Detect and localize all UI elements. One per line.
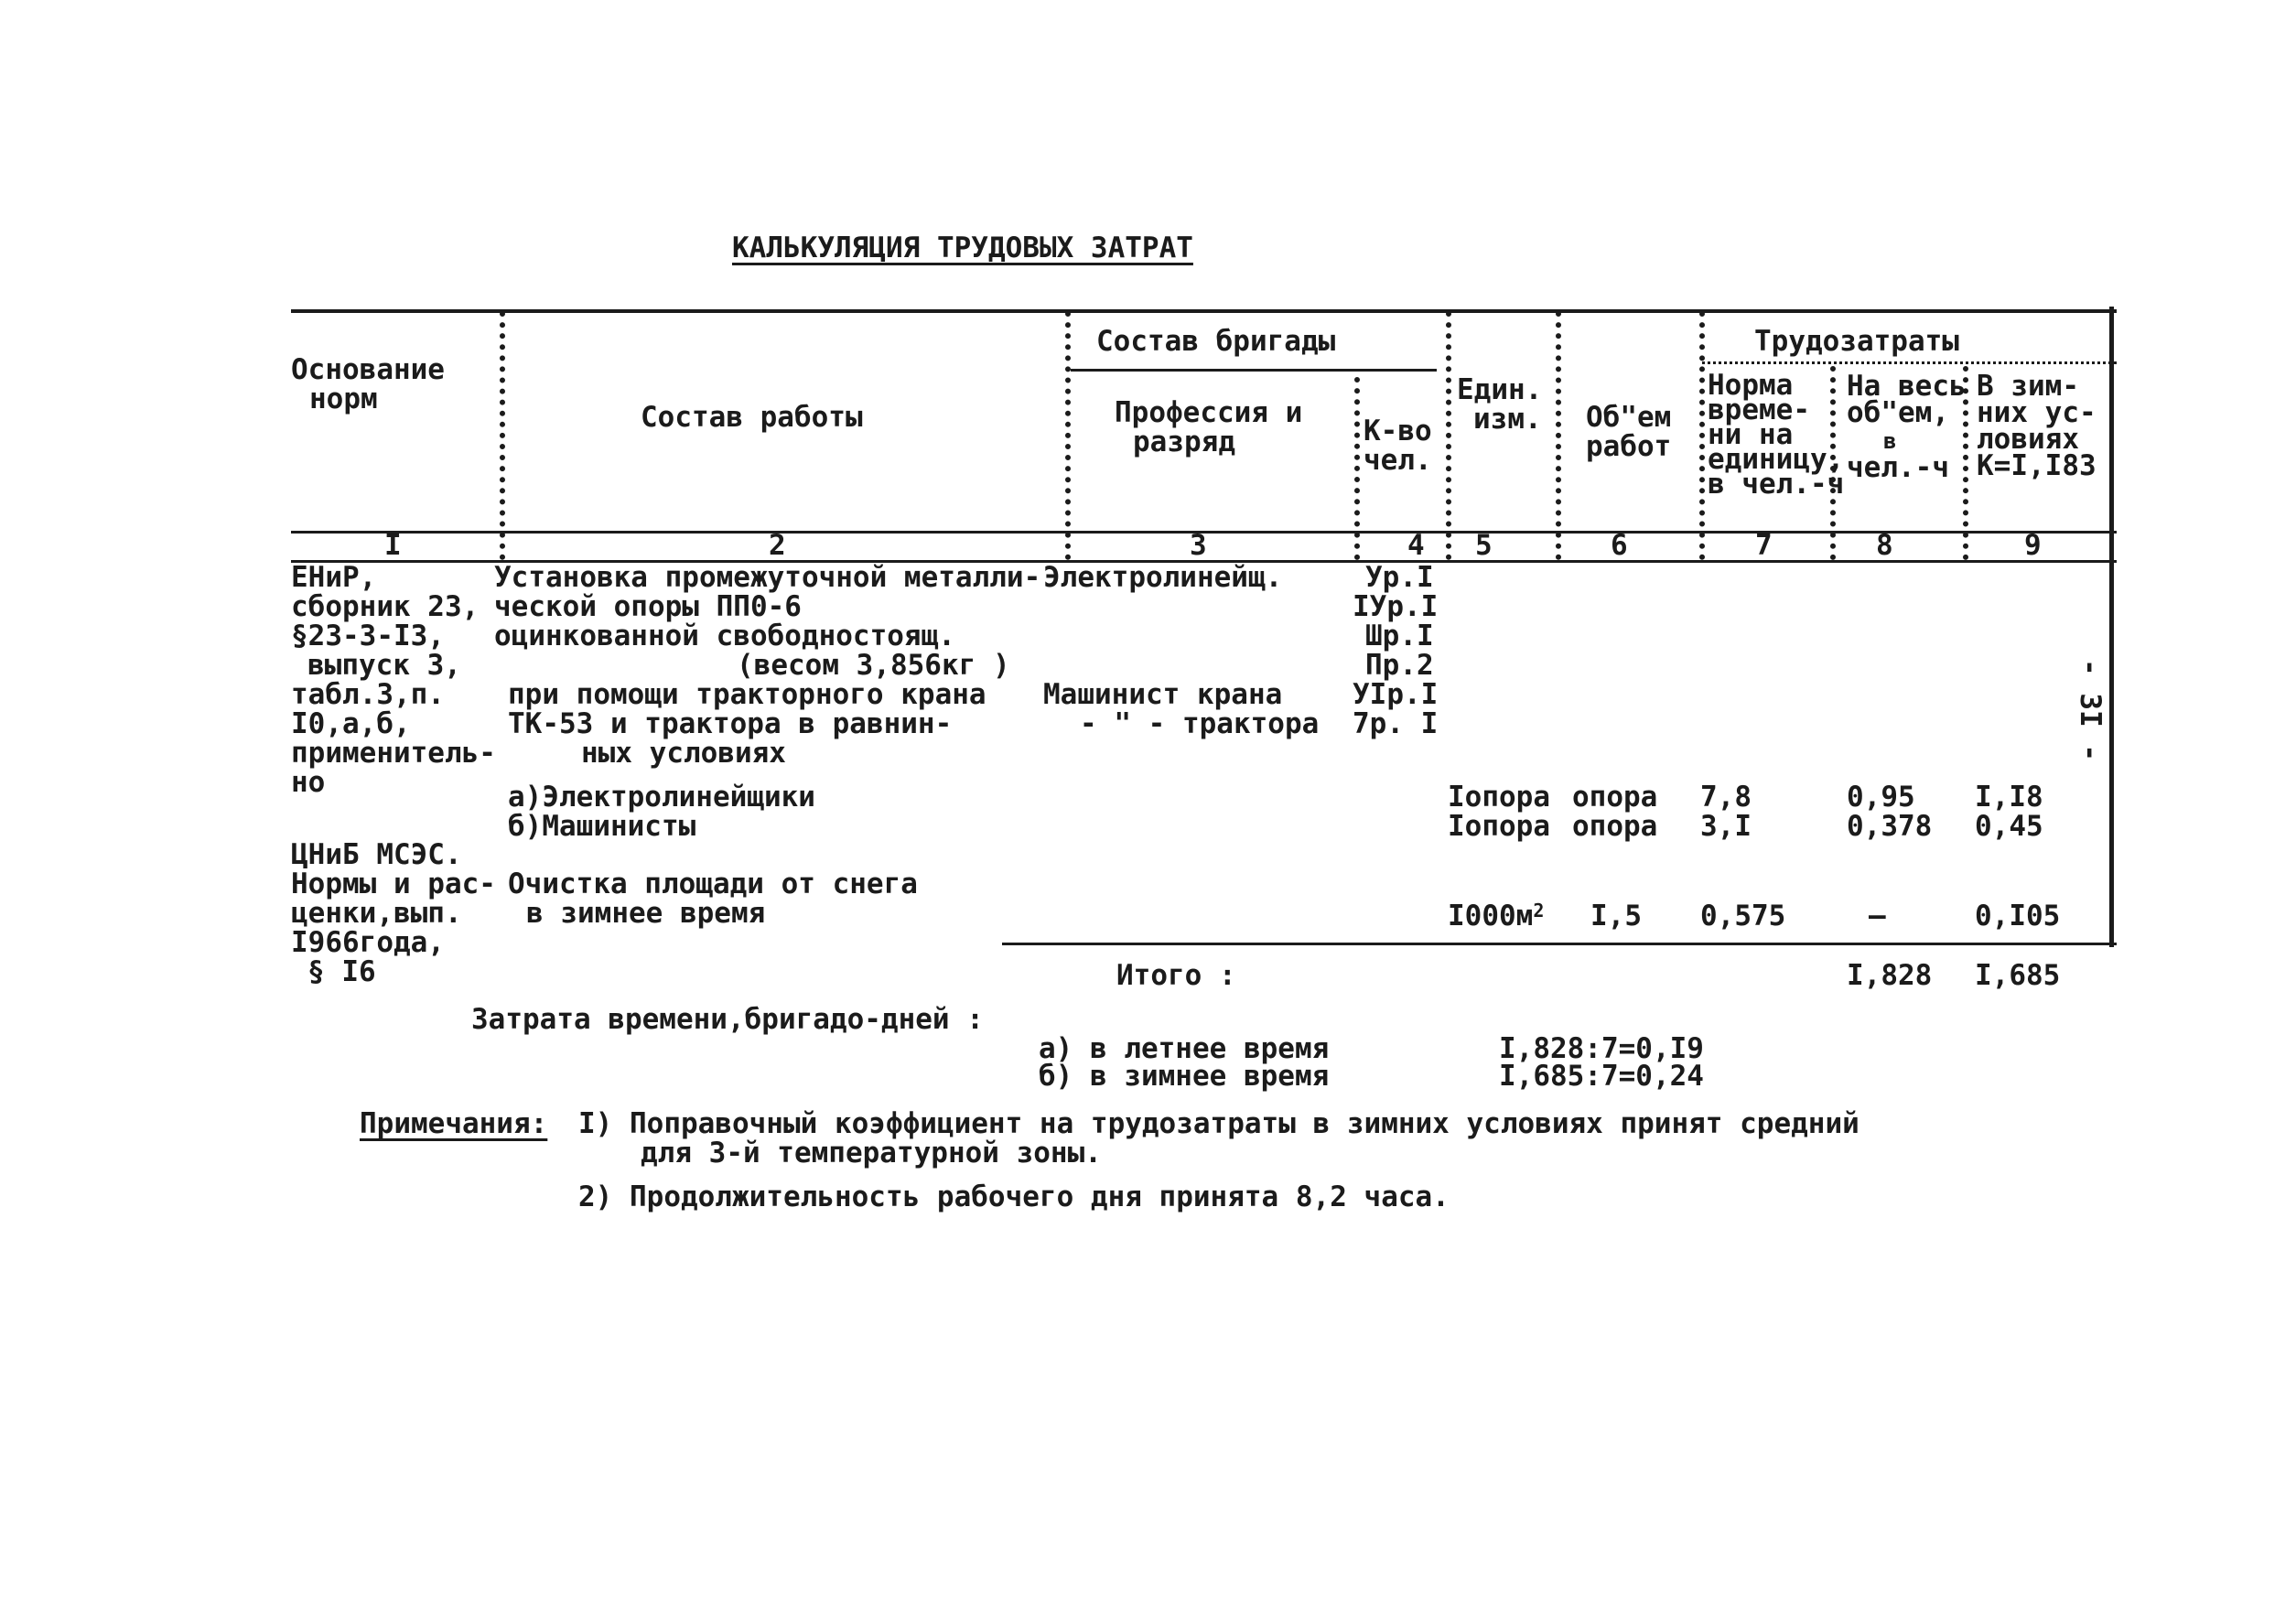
row1-sub-b-label: б)Машинисты (508, 810, 696, 843)
col-sep-2 (1065, 311, 1071, 560)
header-volume: Об"ем работ (1586, 401, 1672, 463)
header-profession: Профессия и разряд (1115, 396, 1303, 458)
col-number-3: 3 (1190, 529, 1207, 562)
note-1: I) Поправочный коэффициент на трудозатраты в зимних условиях принят средний для 3-й температурной зоны. (578, 1107, 1859, 1169)
row1-basis: ЕНиР, сборник 23, §23-3-I3, выпуск 3, табл.3,п. I0,а,б, применитель- но (291, 561, 496, 799)
header-unit: Един. изм. (1457, 373, 1543, 436)
row2-unit: $I000м^2$ (1448, 900, 1545, 932)
time-cost-label: Затрата времени,бригадо-дней : (471, 1003, 984, 1036)
row1-sub-b-norm: 3,I (1700, 810, 1752, 843)
header-work: Состав работы (641, 401, 863, 434)
col-sep-3 (1354, 377, 1360, 560)
col-number-6: 6 (1611, 529, 1628, 562)
col-number-8: 8 (1876, 529, 1893, 562)
totals-label: Итого : (1116, 959, 1236, 992)
row2-total: — (1869, 900, 1886, 932)
time-cost-winter-value: I,685:7=0,24 (1499, 1060, 1704, 1093)
row2-norm: 0,575 (1700, 900, 1786, 932)
row1-sub-a-unit: Iопора (1448, 781, 1550, 814)
col-number-7: 7 (1755, 529, 1773, 562)
row2-volume: I,5 (1590, 900, 1642, 932)
totals-winter: I,685 (1975, 959, 2061, 992)
row1-sub-a-label: а)Электролинейщики (508, 781, 815, 814)
header-winter: В зим- них ус- ловиях К=I,I83 (1977, 370, 2097, 482)
row1-sub-b-total: 0,378 (1847, 810, 1933, 843)
page-number: - 3I - (2074, 659, 2107, 761)
notes-label: Примечания: (360, 1107, 548, 1140)
col-sep-4 (1446, 311, 1451, 560)
row2-basis: ЦНиБ МСЭС. Нормы и рас- ценки,вып. I966года, § I6 (291, 838, 496, 988)
table-top-rule (291, 309, 2117, 313)
col-sep-1 (500, 311, 505, 560)
row1-crew-professions: Электролинейщ. Машинист крана - " - трактора (1043, 561, 1320, 740)
row2-work: Очистка площади от снега в зимнее время (508, 868, 918, 930)
header-total: На весь об"ем, в чел.-ч (1847, 370, 1967, 484)
table-right-border (2109, 307, 2114, 947)
col-number-9: 9 (2024, 529, 2042, 562)
time-cost-summer-value: I,828:7=0,I9 (1499, 1032, 1704, 1065)
header-labor-group: Трудозатраты (1754, 325, 1959, 358)
header-basis: Основание норм (291, 353, 445, 415)
row1-sub-b-volume: опора (1572, 810, 1658, 843)
time-cost-summer-label: а) в летнее время (1039, 1032, 1330, 1065)
row1-work: Установка промежуточной металли- ческой опоры ПП0-6 оцинкованной свободностоящ. (весом 3,856кг ) при помощи тракторного крана ТК-53 и трактора в равнин- ных условиях (494, 561, 1041, 770)
col-number-2: 2 (769, 529, 786, 562)
row1-crew-grades: Ур.I IУр.I Шр.I Пр.2 УIр.I 7р. I (1353, 561, 1439, 740)
labor-group-rule (1702, 361, 2117, 364)
row1-sub-b-unit: Iопора (1448, 810, 1550, 843)
row2-winter: 0,I05 (1975, 900, 2061, 932)
row1-sub-b-winter: 0,45 (1975, 810, 2043, 843)
totals-total: I,828 (1847, 959, 1933, 992)
header-norm: Норма време- ни на единицу, в чел.-ч (1708, 369, 1845, 501)
time-cost-winter-label: б) в зимнее время (1039, 1060, 1330, 1093)
totals-rule (1002, 943, 2117, 945)
col-sep-6 (1699, 311, 1705, 560)
col-number-1: I (384, 529, 402, 562)
brigade-group-rule (1071, 369, 1437, 372)
row1-sub-a-norm: 7,8 (1700, 781, 1752, 814)
col-sep-5 (1556, 311, 1561, 560)
col-number-5: 5 (1475, 529, 1493, 562)
row1-sub-a-total: 0,95 (1847, 781, 1915, 814)
header-count: К-во чел. (1364, 415, 1432, 477)
note-2: 2) Продолжительность рабочего дня принята 8,2 часа. (578, 1180, 1450, 1213)
col-number-4: 4 (1407, 529, 1425, 562)
header-brigade-group: Состав бригады (1096, 325, 1336, 358)
row1-sub-a-winter: I,I8 (1975, 781, 2043, 814)
row1-sub-a-volume: опора (1572, 781, 1658, 814)
document-title: КАЛЬКУЛЯЦИЯ ТРУДОВЫХ ЗАТРАТ (732, 232, 1193, 264)
